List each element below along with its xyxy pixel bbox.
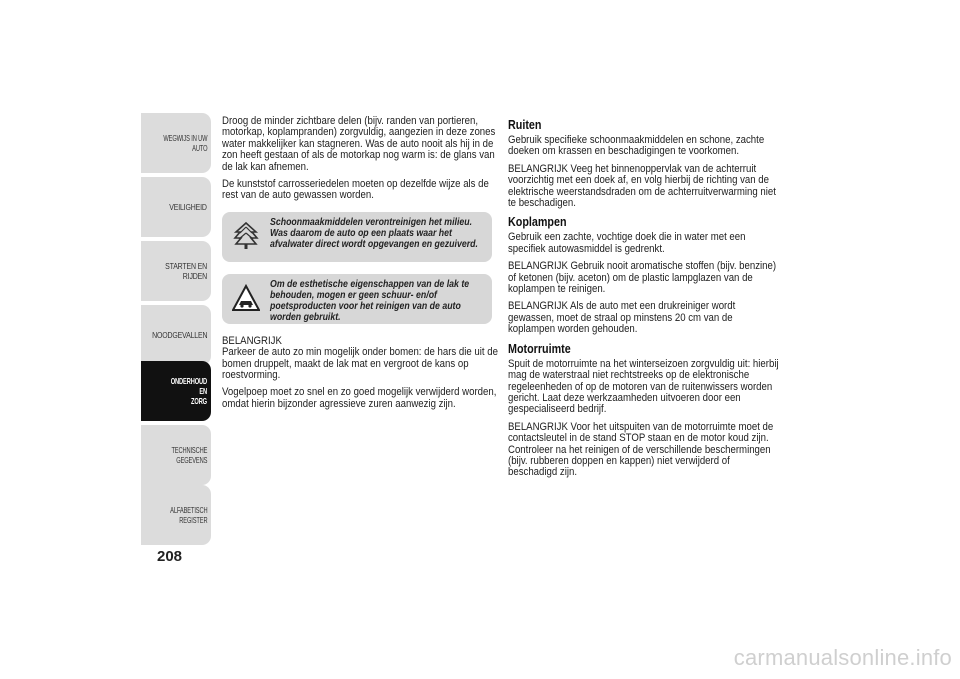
- watermark: carmanualsonline.info: [733, 645, 952, 670]
- note-text: Schoonmaakmiddelen verontreinigen het milieu. Was daarom de auto op een plaats waar het afvalwater direct wordt opgevangen en gezuiverd.: [270, 216, 478, 250]
- heading-koplampen: Koplampen: [508, 215, 567, 230]
- environment-tree-icon: [232, 221, 260, 251]
- paragraph: Gebruik specifieke schoonmaakmiddelen en schone, zachte doeken om krassen en beschadigingen te voorkomen.: [508, 134, 765, 158]
- tab-label: WEGWIJS IN UW: [163, 133, 207, 143]
- paragraph: Droog de minder zichtbare delen (bijv. randen van portieren, motorkap, koplampranden) zorgvuldig, aangezien in deze zones water makkelijker kan stagneren. Was de auto nooit als hij in de zon heeft gestaan of als de motorkap nog warm is: de glans van de lak kan afnemen.: [222, 115, 496, 173]
- tab-label: ZORG: [191, 396, 207, 406]
- tab-technische[interactable]: [141, 425, 211, 485]
- paint-note: [222, 274, 492, 324]
- left-column: [222, 116, 507, 416]
- tab-noodgevallen[interactable]: [141, 305, 211, 365]
- right-column: [508, 116, 780, 485]
- paragraph: Parkeer de auto zo min mogelijk onder bomen: de hars die uit de bomen druppelt, maakt de lak mat en vergroot de kans op roestvorming.: [222, 346, 498, 382]
- tab-onderhoud[interactable]: [141, 361, 211, 421]
- tab-label: STARTEN EN RIJDEN: [165, 261, 207, 281]
- tab-label: REGISTER: [178, 515, 207, 525]
- tab-wegwijs[interactable]: [141, 113, 211, 173]
- car-warning-icon: [232, 283, 260, 313]
- paragraph: Gebruik een zachte, vochtige doek die in water met een specifiek autowasmiddel is gedrenkt.: [508, 231, 746, 255]
- paragraph: Vogelpoep moet zo snel en zo goed mogelijk verwijderd worden, omdat hierin bijzonder agressieve zuren aanwezig zijn.: [222, 386, 497, 410]
- tab-starten[interactable]: [141, 241, 211, 301]
- paragraph: BELANGRIJK Als de auto met een drukreiniger wordt gewassen, moet de straal op minstens 20 cm van de koplampen worden gehouden.: [508, 300, 736, 336]
- tab-label: NOODGEVALLEN: [151, 330, 207, 340]
- tab-veiligheid[interactable]: [141, 177, 211, 237]
- tab-label: TECHNISCHE: [171, 445, 207, 455]
- tab-alfabetisch[interactable]: [141, 485, 211, 545]
- note-text: Om de esthetische eigenschappen van de lak te behouden, mogen er geen schuur- en/of poetsproducten voor het reinigen van de auto worden gebruikt.: [270, 278, 470, 323]
- heading-motorruimte: Motorruimte: [508, 341, 571, 356]
- tab-label: ONDERHOUD EN: [170, 376, 207, 396]
- paragraph: BELANGRIJK Veeg het binnenoppervlak van de achterruit voorzichtig met een doek af, en volg hierbij de richting van de elektrische weerstandsdraden om de achterruitverwarming niet te beschadigen.: [508, 162, 776, 210]
- paragraph: BELANGRIJK Gebruik nooit aromatische stoffen (bijv. benzine) of ketonen (bijv. aceton) om de plastic lampglazen van de koplampen te reinigen.: [508, 260, 777, 296]
- tab-label: GEGEVENS: [175, 455, 207, 465]
- heading-ruiten: Ruiten: [508, 118, 542, 132]
- tab-label: ALFABETISCH: [169, 505, 207, 515]
- tab-label: VEILIGHEID: [169, 202, 207, 212]
- environment-note: [222, 212, 492, 262]
- paragraph: Spuit de motorruimte na het winterseizoen zorgvuldig uit: hierbij mag de waterstraal niet rechtstreeks op de elektronische regeleenheden of op de motoren van de ruitenwissers worden gericht. Laat deze werkzaamheden uitvoeren door een gespecialiseerd bedrijf.: [508, 357, 779, 416]
- important-label: BELANGRIJK: [222, 334, 282, 347]
- page-number: 208: [157, 548, 183, 565]
- paragraph: De kunststof carrosseriedelen moeten op dezelfde wijze als de rest van de auto gewassen worden.: [222, 178, 489, 202]
- tab-label: AUTO: [191, 143, 207, 153]
- paragraph: BELANGRIJK Voor het uitspuiten van de motorruimte moet de contactsleutel in de stand STOP staan en de motor koud zijn. Controleer na het reinigen of de verschillende beschermingen (bijv. rubberen doppen en kappen) niet verwijderd of beschadigd zijn.: [508, 420, 774, 479]
